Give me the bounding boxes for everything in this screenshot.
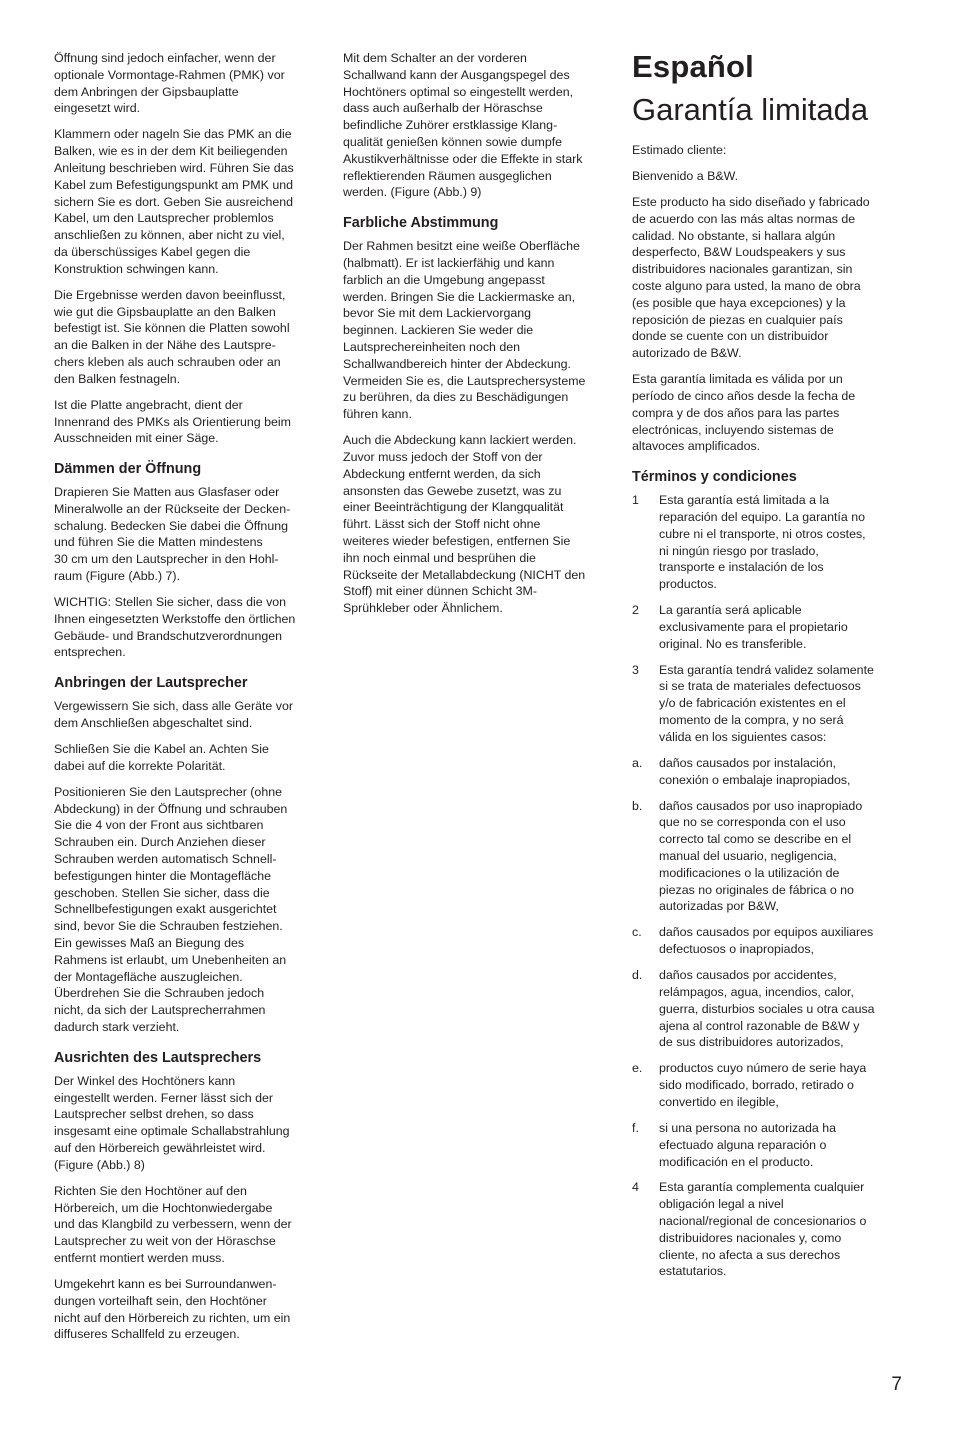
list-marker: b. bbox=[632, 798, 643, 813]
list-item-text: Esta garantía tendrá validez solamente si se trata de materiales defectuosos y/o de fabricación existentes en el momento de la compra, y no será válida en los siguientes casos: bbox=[659, 662, 874, 744]
column-spanish bbox=[632, 50, 904, 1289]
section-heading-daemmen: Dämmen der Öffnung bbox=[54, 461, 202, 478]
list-item bbox=[632, 602, 904, 652]
list-item-text: daños causados por equipos auxiliares defectuosos o inapropiados, bbox=[659, 925, 874, 957]
column-german-left bbox=[54, 50, 324, 1352]
list-marker: 3 bbox=[632, 662, 639, 677]
list-item bbox=[632, 924, 904, 958]
section-heading-farbliche: Farbliche Abstimmung bbox=[343, 215, 499, 232]
section-heading-anbringen: Anbringen der Lautsprecher bbox=[54, 675, 248, 692]
list-item-text: La garantía será aplicable exclusivamente para el propietario original. No es transferible. bbox=[659, 603, 848, 651]
section-heading-terminos: Términos y condiciones bbox=[632, 469, 797, 486]
list-item-text: daños causados por accidentes, relámpagos, agua, incendios, calor, guerra, disturbios sociales u otra causa ajena al control razonable de B&W y de sus distribuidores autorizados, bbox=[659, 968, 875, 1050]
list-item bbox=[632, 1179, 904, 1280]
section-heading-ausrichten: Ausrichten des Lautsprechers bbox=[54, 1049, 262, 1066]
page-number: 7 bbox=[891, 1374, 902, 1395]
list-item bbox=[632, 1060, 904, 1110]
list-marker: d. bbox=[632, 968, 643, 983]
paragraph: Vergewissern Sie sich, dass alle Geräte vor dem Anschließen abgeschaltet sind. bbox=[54, 699, 293, 731]
list-item bbox=[632, 755, 904, 789]
list-item bbox=[632, 798, 904, 916]
list-marker: c. bbox=[632, 925, 642, 940]
paragraph: Este producto ha sido diseñado y fabricado de acuerdo con las más altas normas de calidad. No obstante, si hallara algún desperfecto, B&W Loudspeakers y sus distribuidores nacionales garantizan, sin coste alguno para usted, la mano de obra (es posible que haya excepciones) y la reposición de piezas en cualquier país donde se cuente con un distribuidor autorizado de B&W. bbox=[632, 194, 870, 361]
list-item-text: daños causados por instalación, conexión o embalaje inapropiados, bbox=[659, 755, 851, 787]
paragraph: Klammern oder nageln Sie das PMK an die Balken, wie es in der dem Kit beiliegenden Anleitung beschrieben wird. Führen Sie das Kabel zum Befestigungspunkt am PMK und sichern Sie es dort. Geben Sie ausreichend Kabel, um den Lautsprecher problemlos anschließen zu können, aber nicht zu viel, da überschüssiges Kabel gegen die Konstruktion schwingen kann. bbox=[54, 127, 294, 276]
list-item bbox=[632, 1120, 904, 1170]
list-item bbox=[632, 662, 904, 746]
paragraph: Estimado cliente: bbox=[632, 143, 727, 157]
list-marker: f. bbox=[632, 1120, 639, 1135]
paragraph: Der Rahmen besitzt eine weiße Oberfläche (halbmatt). Er ist lackierfähig und kann farblich an die Umgebung angepasst werden. Bringen Sie die Lackiermaske an, bevor Sie mit dem Lackiervorgang beginnen. Lackieren Sie weder die Lautsprechereinheiten noch den Schallwandbereich hinter der Abdeckung. Vermeiden Sie es, die Lautsprechersysteme zu berühren, da dies zu Beschädigungen führen kann. bbox=[343, 239, 586, 422]
list-item-text: Esta garantía complementa cualquier obligación legal a nivel nacional/regional de concesionarios o distribuidores nacionales y, como cliente, no afecta a sus derechos estatutarios. bbox=[659, 1180, 867, 1279]
paragraph: Richten Sie den Hochtöner auf den Hörbereich, um die Hochtonwiedergabe und das Klangbild zu verbessern, wenn der Lautsprecher zu weit von der Höraschse entfernt montiert werden muss. bbox=[54, 1183, 292, 1265]
list-item bbox=[632, 492, 904, 593]
paragraph: WICHTIG: Stellen Sie sicher, dass die von Ihnen eingesetzten Werkstoffe den örtlichen Gebäude- und Brandschutzverordnungen entsprechen. bbox=[54, 595, 296, 660]
list-item-text: productos cuyo número de serie haya sido modificado, borrado, retirado o convertido en ilegible, bbox=[659, 1061, 867, 1109]
page-title: Garantía limitada bbox=[632, 92, 869, 127]
list-item-text: daños causados por uso inapropiado que no se corresponda con el uso correcto tal como se describe en el manual del usuario, negligencia, modificaciones o la utilización de piezas no originales de fábrica o no autorizadas por B&W, bbox=[659, 798, 863, 914]
list-marker: 1 bbox=[632, 493, 639, 508]
paragraph: Drapieren Sie Matten aus Glasfaser oder Mineralwolle an der Rückseite der Decken- schalung. Bedecken Sie dabei die Öffnung und führen Sie die Matten mindestens 30 cm um den Lautsprecher in den Hohl- raum (Figure (Abb.) 7). bbox=[54, 485, 291, 584]
language-heading: Español bbox=[632, 49, 754, 84]
paragraph: Bienvenido a B&W. bbox=[632, 168, 739, 183]
paragraph: Der Winkel des Hochtöners kann eingestellt werden. Ferner lässt sich der Lautsprecher selbst drehen, so dass insgesamt eine optimale Schallabstrahlung auf den Hörbereich gewährleistet wird. (Figure (Abb.) 8) bbox=[54, 1073, 290, 1172]
paragraph: Die Ergebnisse werden davon beeinflusst, wie gut die Gipsbauplatte an den Balken befestigt ist. Sie können die Platten sowohl an die Balken in der Nähe des Lautspre- chers kleben als auch schrauben oder an den Balken festnageln. bbox=[54, 287, 290, 386]
paragraph: Öffnung sind jedoch einfacher, wenn der optionale Vormontage-Rahmen (PMK) vor dem Anbringen der Gipsbauplatte eingesetzt wird. bbox=[54, 51, 285, 116]
list-marker: e. bbox=[632, 1061, 643, 1076]
paragraph: Esta garantía limitada es válida por un período de cinco años desde la fecha de compra y de dos años para las partes electrónicas, incluyendo sistemas de altavoces amplificados. bbox=[632, 372, 856, 454]
list-item bbox=[632, 967, 904, 1051]
paragraph: Positionieren Sie den Lautsprecher (ohne Abdeckung) in der Öffnung und schrauben Sie die 4 von der Front aus sichtbaren Schrauben ein. Durch Anziehen dieser Schrauben werden automatisch Schnell- befestigungen hinter die Montagefläche geschoben. Stellen Sie sicher, dass die Schnellbefestigungen exakt ausgerichtet sind, bevor Sie die Schrauben festziehen. Ein gewisses Maß an Biegung des Rahmens ist erlaubt, um Unebenheiten an der Montagefläche auszugleichen. Überdrehen Sie die Schrauben jedoch nicht, da sich der Lautsprecherrahmen dadurch stark verzieht. bbox=[54, 784, 288, 1034]
list-marker: a. bbox=[632, 755, 643, 770]
list-marker: 2 bbox=[632, 603, 639, 618]
column-german-middle bbox=[343, 50, 615, 626]
paragraph: Ist die Platte angebracht, dient der Innenrand des PMKs als Orientierung beim Ausschneiden mit einer Säge. bbox=[54, 397, 291, 446]
paragraph: Schließen Sie die Kabel an. Achten Sie dabei auf die korrekte Polarität. bbox=[54, 742, 269, 773]
paragraph: Mit dem Schalter an der vorderen Schallwand kann der Ausgangspegel des Hochtöners optimal so eingestellt werden, dass auch außerhalb der Höraschse befindliche Zuhörer erstklassige Klang- qualität genießen können sowie dumpfe Akustikverhältnisse oder die Effekte in stark reflektierenden Räumen ausgeglichen werden. (Figure (Abb.) 9) bbox=[343, 51, 583, 200]
list-item-text: Esta garantía está limitada a la reparación del equipo. La garantía no cubre ni el transporte, ni otros costes, ni ningún riesgo por traslado, transporte e instalación de los productos. bbox=[659, 493, 866, 592]
list-item-text: si una persona no autorizada ha efectuado alguna reparación o modificación en el producto. bbox=[659, 1120, 837, 1169]
paragraph: Umgekehrt kann es bei Surroundanwen- dungen vorteilhaft sein, den Hochtöner nicht auf den Hörbereich zu richten, um ein diffuseres Schallfeld zu erzeugen. bbox=[54, 1276, 291, 1342]
list-marker: 4 bbox=[632, 1180, 639, 1195]
terms-list bbox=[632, 492, 904, 1280]
paragraph: Auch die Abdeckung kann lackiert werden. Zuvor muss jedoch der Stoff von der Abdeckung entfernt werden, da sich ansonsten das Gewebe zusetzt, was zu einer Beeinträchtigung der Klangqualität führt. Lässt sich der Stoff nicht ohne weiteres wieder befestigen, entfernen Sie ihn noch einmal und besprühen die Rückseite der Metallabdeckung (NICHT den Stoff) mit einer dünnen Schicht 3M- Sprühkleber oder Ähnlichem. bbox=[343, 433, 586, 616]
